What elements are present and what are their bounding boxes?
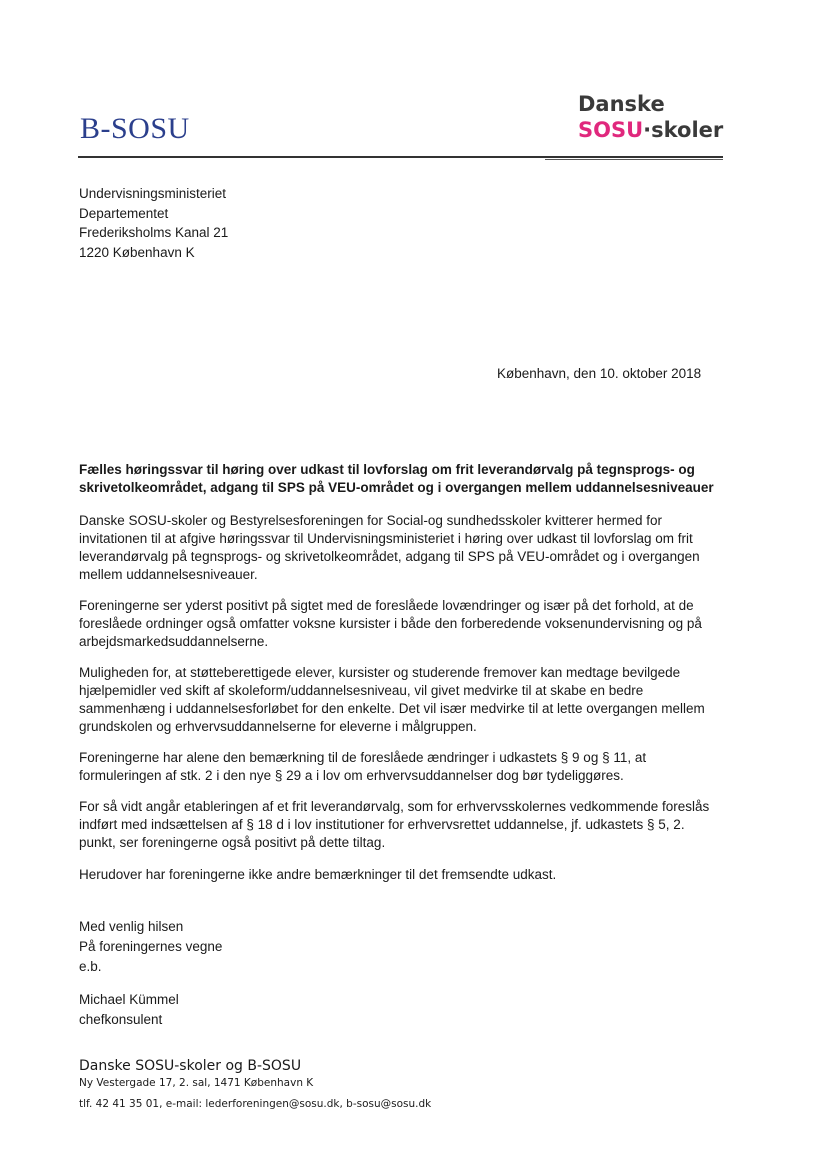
- danske-sosu-skoler-logo-line2: [578, 118, 723, 142]
- footer-org: Danske SOSU-skoler og B-SOSU: [79, 1058, 302, 1074]
- signer-block: [79, 990, 179, 1030]
- closing-greeting: Med venlig hilsen: [79, 919, 184, 934]
- paragraph: Muligheden for, at støtteberettigede elever, kursister og studerende fremover kan medtage bevilgede hjælpemidler ved skift af skoleform/uddannelsesniveau, vil givet medvirke til at skabe en bedre sammenhæng i uddannelsesforløbet for den enkelte. Det vil især medvirke til at lette overgangen mellem grundskolen og erhvervsuddannelserne for eleverne i målgruppen.: [79, 665, 705, 734]
- header-rule: [78, 156, 723, 158]
- footer-address: Ny Vestergade 17, 2. sal, 1471 København K: [79, 1077, 314, 1089]
- signer-name: Michael Kümmel: [79, 992, 179, 1007]
- header-rule-accent: [545, 159, 723, 160]
- letter-date: København, den 10. oktober 2018: [497, 366, 702, 381]
- recipient-line: 1220 København K: [79, 244, 195, 260]
- paragraph: Foreningerne har alene den bemærkning til de foreslåede ændringer i udkastets § 9 og § 11, at formuleringen af stk. 2 i den nye § 29 a i lov om erhvervsuddannelser dog bør tydeliggøres.: [79, 750, 647, 783]
- logo-sosu-text: SOSU: [578, 118, 644, 142]
- closing-eb: e.b.: [79, 959, 102, 974]
- paragraph: For så vidt angår etableringen af et frit leverandørvalg, som for erhvervsskolernes vedkommende foreslås indført med indsættelsen af § 18 d i lov institutioner for erhvervsrettet uddannelse, jf. udkastets § 5, 2. punkt, ser foreningerne også positivt på dette tiltag.: [79, 799, 710, 850]
- recipient-address: [79, 184, 228, 262]
- logo-skoler-text: skoler: [651, 118, 724, 142]
- paragraph: Herudover har foreningerne ikke andre bemærkninger til det fremsendte udkast.: [79, 867, 557, 882]
- signer-title: chefkonsulent: [79, 1012, 163, 1027]
- paragraph: Danske SOSU-skoler og Bestyrelsesforeningen for Social-og sundhedsskoler kvitterer hermed for invitationen til at afgive høringssvar til Undervisningsministeriet i høring over udkast til lovforslag om frit leverandørvalg på tegnsprogs- og skrivetolkeområdet, adgang til SPS på VEU-området og i overgangen mellem uddannelsesniveauer.: [79, 513, 700, 582]
- closing-block: [79, 917, 222, 977]
- recipient-line: Departementet: [79, 205, 169, 221]
- danske-sosu-skoler-logo-line1: Danske: [578, 92, 665, 116]
- footer-contact: tlf. 42 41 35 01, e-mail: lederforeningen@sosu.dk, b-sosu@sosu.dk: [79, 1098, 432, 1110]
- recipient-line: Frederiksholms Kanal 21: [79, 225, 229, 240]
- logo-dot: ·: [643, 118, 652, 142]
- recipient-line: Undervisningsministeriet: [79, 186, 227, 201]
- subject-heading: Fælles høringssvar til høring over udkast til lovforslag om frit leverandørvalg på tegnsprogs- og skrivetolkeområdet, adgang til SPS på VEU-området og i overgangen mellem uddannelsesniveauer: [79, 462, 714, 495]
- b-sosu-logo: B-SOSU: [80, 112, 190, 145]
- paragraph: Foreningerne ser yderst positivt på sigtet med de foreslåede lovændringer og især på det forhold, at de foreslåede ordninger også omfatter voksne kursister i både den forberedende voksenundervisning og på arbejdsmarkedsuddannelserne.: [79, 598, 702, 649]
- closing-behalf: På foreningernes vegne: [79, 939, 223, 954]
